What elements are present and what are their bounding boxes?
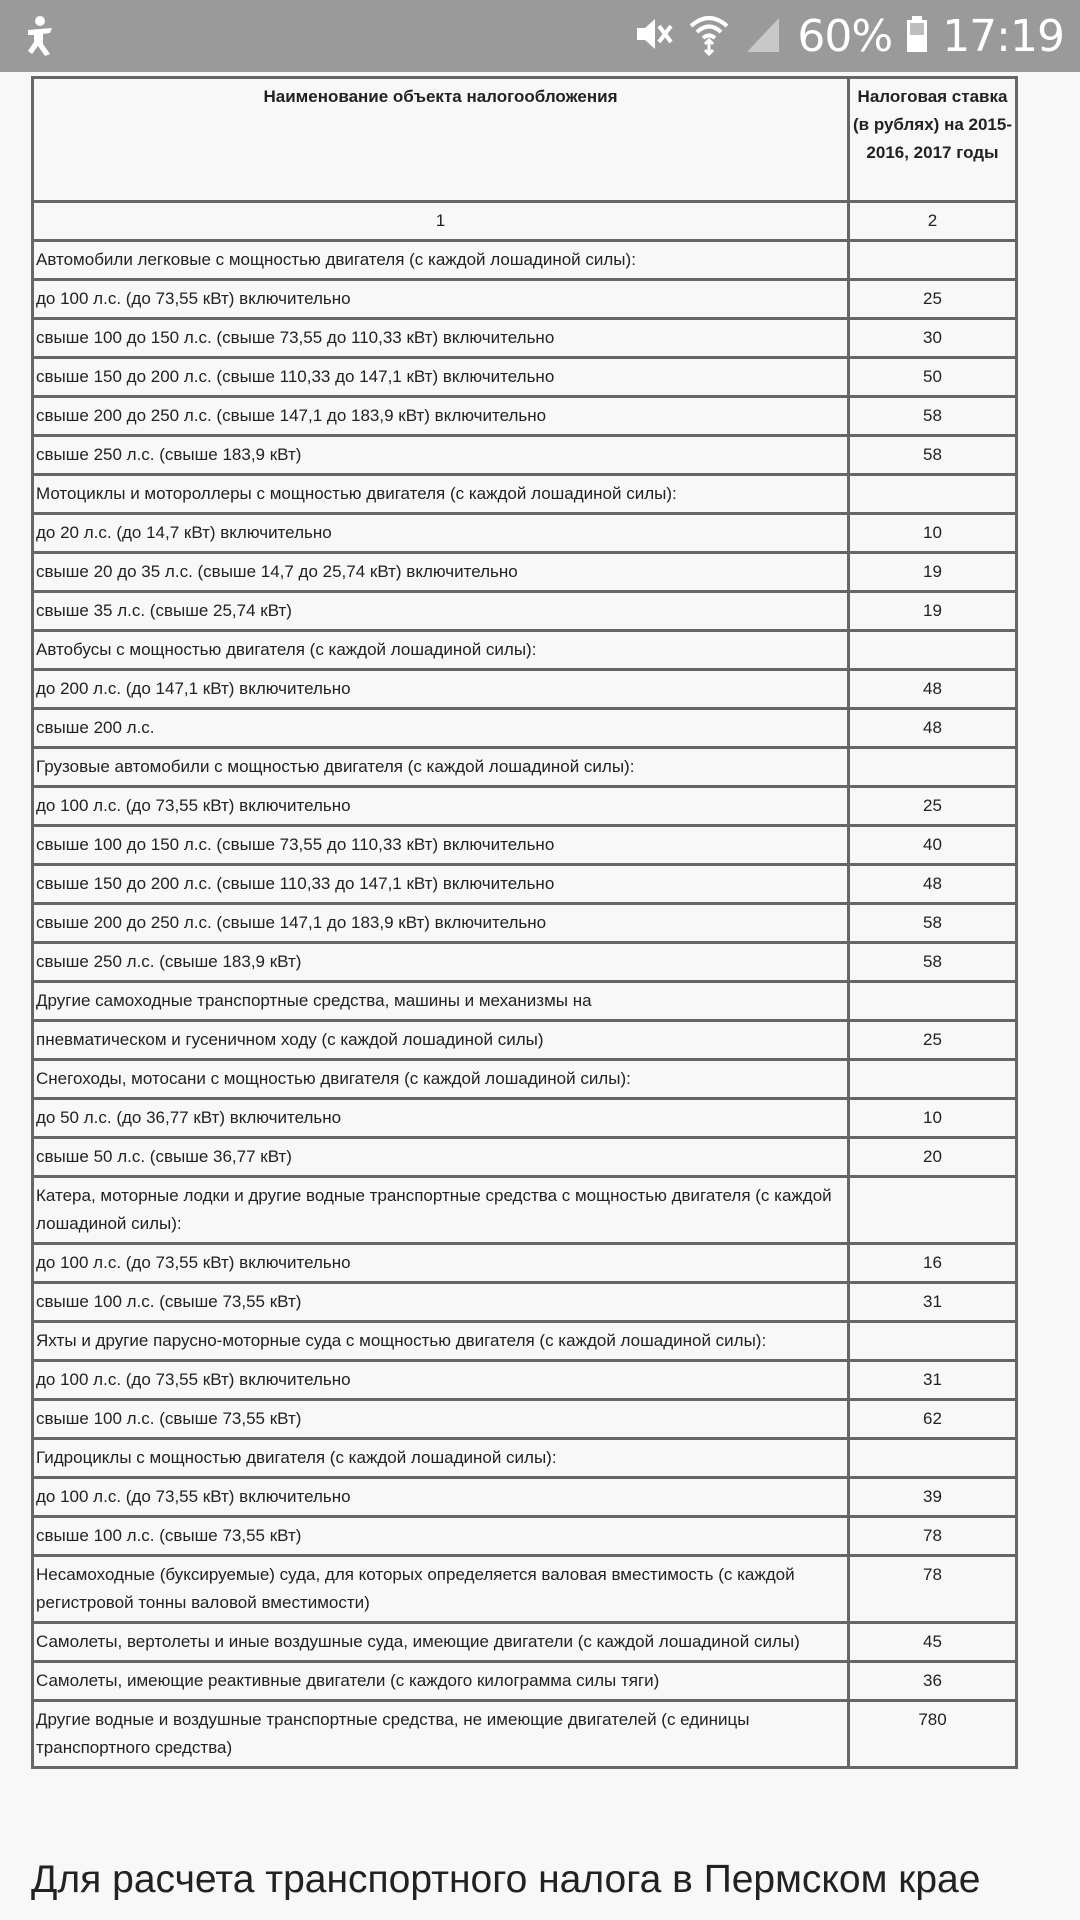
table-row: [33, 1517, 1017, 1556]
table-row: [33, 982, 1017, 1021]
column-number-2: 2: [849, 202, 1017, 241]
tax-rate-cell: 10: [849, 514, 1017, 553]
tax-rate-cell: 780: [849, 1701, 1017, 1768]
object-name-cell: до 20 л.с. (до 14,7 кВт) включительно: [33, 514, 849, 553]
object-name-cell: свыше 100 л.с. (свыше 73,55 кВт): [33, 1283, 849, 1322]
table-row: [33, 553, 1017, 592]
object-name-cell: свыше 150 до 200 л.с. (свыше 110,33 до 147,1 кВт) включительно: [33, 865, 849, 904]
tax-rate-cell: 40: [849, 826, 1017, 865]
table-row: [33, 904, 1017, 943]
header-object-name: Наименование объекта налогообложения: [33, 78, 849, 202]
object-name-cell: до 200 л.с. (до 147,1 кВт) включительно: [33, 670, 849, 709]
tax-rate-cell: 78: [849, 1517, 1017, 1556]
object-name-cell: свыше 100 до 150 л.с. (свыше 73,55 до 110,33 кВт) включительно: [33, 826, 849, 865]
table-row: [33, 1662, 1017, 1701]
table-row: [33, 1701, 1017, 1768]
object-name-cell: свыше 250 л.с. (свыше 183,9 кВт): [33, 943, 849, 982]
table-row: [33, 280, 1017, 319]
table-row: [33, 475, 1017, 514]
battery-percent: 60%: [797, 10, 893, 62]
object-name-cell: свыше 250 л.с. (свыше 183,9 кВт): [33, 436, 849, 475]
tax-rate-cell: 50: [849, 358, 1017, 397]
object-name-cell: свыше 20 до 35 л.с. (свыше 14,7 до 25,74 кВт) включительно: [33, 553, 849, 592]
tax-rate-cell: 30: [849, 319, 1017, 358]
table-row: [33, 1177, 1017, 1244]
table-header-row: [33, 78, 1017, 202]
table-row: [33, 592, 1017, 631]
tax-rate-cell: 48: [849, 709, 1017, 748]
table-row: [33, 943, 1017, 982]
tax-rate-cell: [849, 1439, 1017, 1478]
table-row: [33, 787, 1017, 826]
tax-rate-cell: 16: [849, 1244, 1017, 1283]
table-row: [33, 1478, 1017, 1517]
tax-rate-cell: 78: [849, 1556, 1017, 1623]
tax-rate-cell: 25: [849, 1021, 1017, 1060]
object-name-cell: свыше 35 л.с. (свыше 25,74 кВт): [33, 592, 849, 631]
tax-rate-cell: 31: [849, 1361, 1017, 1400]
column-number-row: [33, 202, 1017, 241]
table-row: [33, 1439, 1017, 1478]
table-row: [33, 1099, 1017, 1138]
table-row: [33, 1400, 1017, 1439]
table-row: [33, 397, 1017, 436]
object-name-cell: Несамоходные (буксируемые) суда, для которых определяется валовая вместимость (с каждой регистровой тонны валовой вместимости): [33, 1556, 849, 1623]
status-bar: [0, 0, 1080, 72]
table-row: [33, 319, 1017, 358]
object-name-cell: до 50 л.с. (до 36,77 кВт) включительно: [33, 1099, 849, 1138]
clock: 17:19: [942, 10, 1064, 62]
tax-rate-cell: 39: [849, 1478, 1017, 1517]
table-row: [33, 631, 1017, 670]
table-row: [33, 1283, 1017, 1322]
table-row: [33, 748, 1017, 787]
table-row: [33, 436, 1017, 475]
tax-rate-cell: [849, 1322, 1017, 1361]
object-name-cell: до 100 л.с. (до 73,55 кВт) включительно: [33, 280, 849, 319]
tax-rate-cell: 19: [849, 592, 1017, 631]
object-name-cell: до 100 л.с. (до 73,55 кВт) включительно: [33, 1478, 849, 1517]
object-name-cell: свыше 150 до 200 л.с. (свыше 110,33 до 147,1 кВт) включительно: [33, 358, 849, 397]
tax-rate-cell: [849, 475, 1017, 514]
tax-rate-cell: 58: [849, 943, 1017, 982]
object-name-cell: свыше 100 л.с. (свыше 73,55 кВт): [33, 1400, 849, 1439]
object-name-cell: Другие водные и воздушные транспортные средства, не имеющие двигателей (с единицы транспортного средства): [33, 1701, 849, 1768]
tax-rate-cell: [849, 982, 1017, 1021]
tax-rate-cell: 25: [849, 787, 1017, 826]
object-name-cell: Катера, моторные лодки и другие водные транспортные средства с мощностью двигателя (с каждой лошадиной силы):: [33, 1177, 849, 1244]
tax-rate-cell: 20: [849, 1138, 1017, 1177]
table-row: [33, 514, 1017, 553]
tax-rate-cell: 58: [849, 436, 1017, 475]
wifi-icon: [689, 12, 729, 61]
table-row: [33, 358, 1017, 397]
table-row: [33, 1244, 1017, 1283]
mute-icon: [631, 12, 675, 61]
object-name-cell: Снегоходы, мотосани с мощностью двигателя (с каждой лошадиной силы):: [33, 1060, 849, 1099]
tax-rate-cell: 31: [849, 1283, 1017, 1322]
object-name-cell: Другие самоходные транспортные средства, машины и механизмы на: [33, 982, 849, 1021]
object-name-cell: свыше 100 до 150 л.с. (свыше 73,55 до 110,33 кВт) включительно: [33, 319, 849, 358]
tax-rate-cell: [849, 1177, 1017, 1244]
object-name-cell: свыше 200 л.с.: [33, 709, 849, 748]
object-name-cell: Автомобили легковые с мощностью двигателя (с каждой лошадиной силы):: [33, 241, 849, 280]
accessibility-icon: [16, 14, 60, 58]
object-name-cell: Самолеты, имеющие реактивные двигатели (с каждого килограмма силы тяги): [33, 1662, 849, 1701]
table-row: [33, 709, 1017, 748]
object-name-cell: до 100 л.с. (до 73,55 кВт) включительно: [33, 1244, 849, 1283]
tax-rate-cell: [849, 1060, 1017, 1099]
object-name-cell: Гидроциклы с мощностью двигателя (с каждой лошадиной силы):: [33, 1439, 849, 1478]
object-name-cell: Самолеты, вертолеты и иные воздушные суда, имеющие двигатели (с каждой лошадиной силы): [33, 1623, 849, 1662]
tax-rate-cell: 25: [849, 280, 1017, 319]
object-name-cell: свыше 50 л.с. (свыше 36,77 кВт): [33, 1138, 849, 1177]
tax-rate-cell: 45: [849, 1623, 1017, 1662]
table-row: [33, 1623, 1017, 1662]
tax-rate-cell: 58: [849, 397, 1017, 436]
object-name-cell: Яхты и другие парусно-моторные суда с мощностью двигателя (с каждой лошадиной силы):: [33, 1322, 849, 1361]
table-row: [33, 241, 1017, 280]
tax-rate-cell: 36: [849, 1662, 1017, 1701]
signal-icon: [743, 12, 783, 61]
table-row: [33, 1361, 1017, 1400]
tax-rate-cell: [849, 241, 1017, 280]
tax-rate-cell: [849, 748, 1017, 787]
object-name-cell: Автобусы с мощностью двигателя (с каждой лошадиной силы):: [33, 631, 849, 670]
object-name-cell: свыше 200 до 250 л.с. (свыше 147,1 до 183,9 кВт) включительно: [33, 904, 849, 943]
tax-rate-cell: 48: [849, 865, 1017, 904]
section-heading: Для расчета транспортного налога в Пермском крае: [31, 1858, 981, 1901]
tax-rate-cell: [849, 631, 1017, 670]
object-name-cell: свыше 200 до 250 л.с. (свыше 147,1 до 183,9 кВт) включительно: [33, 397, 849, 436]
tax-rate-cell: 48: [849, 670, 1017, 709]
table-row: [33, 1060, 1017, 1099]
table-row: [33, 865, 1017, 904]
tax-rate-cell: 19: [849, 553, 1017, 592]
column-number-1: 1: [33, 202, 849, 241]
tax-rate-cell: 10: [849, 1099, 1017, 1138]
battery-icon: [906, 12, 928, 61]
object-name-cell: до 100 л.с. (до 73,55 кВт) включительно: [33, 787, 849, 826]
table-row: [33, 826, 1017, 865]
object-name-cell: свыше 100 л.с. (свыше 73,55 кВт): [33, 1517, 849, 1556]
table-row: [33, 670, 1017, 709]
tax-rate-cell: 58: [849, 904, 1017, 943]
tax-rate-table: [31, 76, 1018, 1769]
header-tax-rate: Налоговая ставка (в рублях) на 2015-2016, 2017 годы: [849, 78, 1017, 202]
object-name-cell: Грузовые автомобили с мощностью двигателя (с каждой лошадиной силы):: [33, 748, 849, 787]
object-name-cell: пневматическом и гусеничном ходу (с каждой лошадиной силы): [33, 1021, 849, 1060]
table-row: [33, 1021, 1017, 1060]
object-name-cell: Мотоциклы и мотороллеры с мощностью двигателя (с каждой лошадиной силы):: [33, 475, 849, 514]
tax-rate-cell: 62: [849, 1400, 1017, 1439]
object-name-cell: до 100 л.с. (до 73,55 кВт) включительно: [33, 1361, 849, 1400]
table-row: [33, 1556, 1017, 1623]
table-row: [33, 1322, 1017, 1361]
table-row: [33, 1138, 1017, 1177]
